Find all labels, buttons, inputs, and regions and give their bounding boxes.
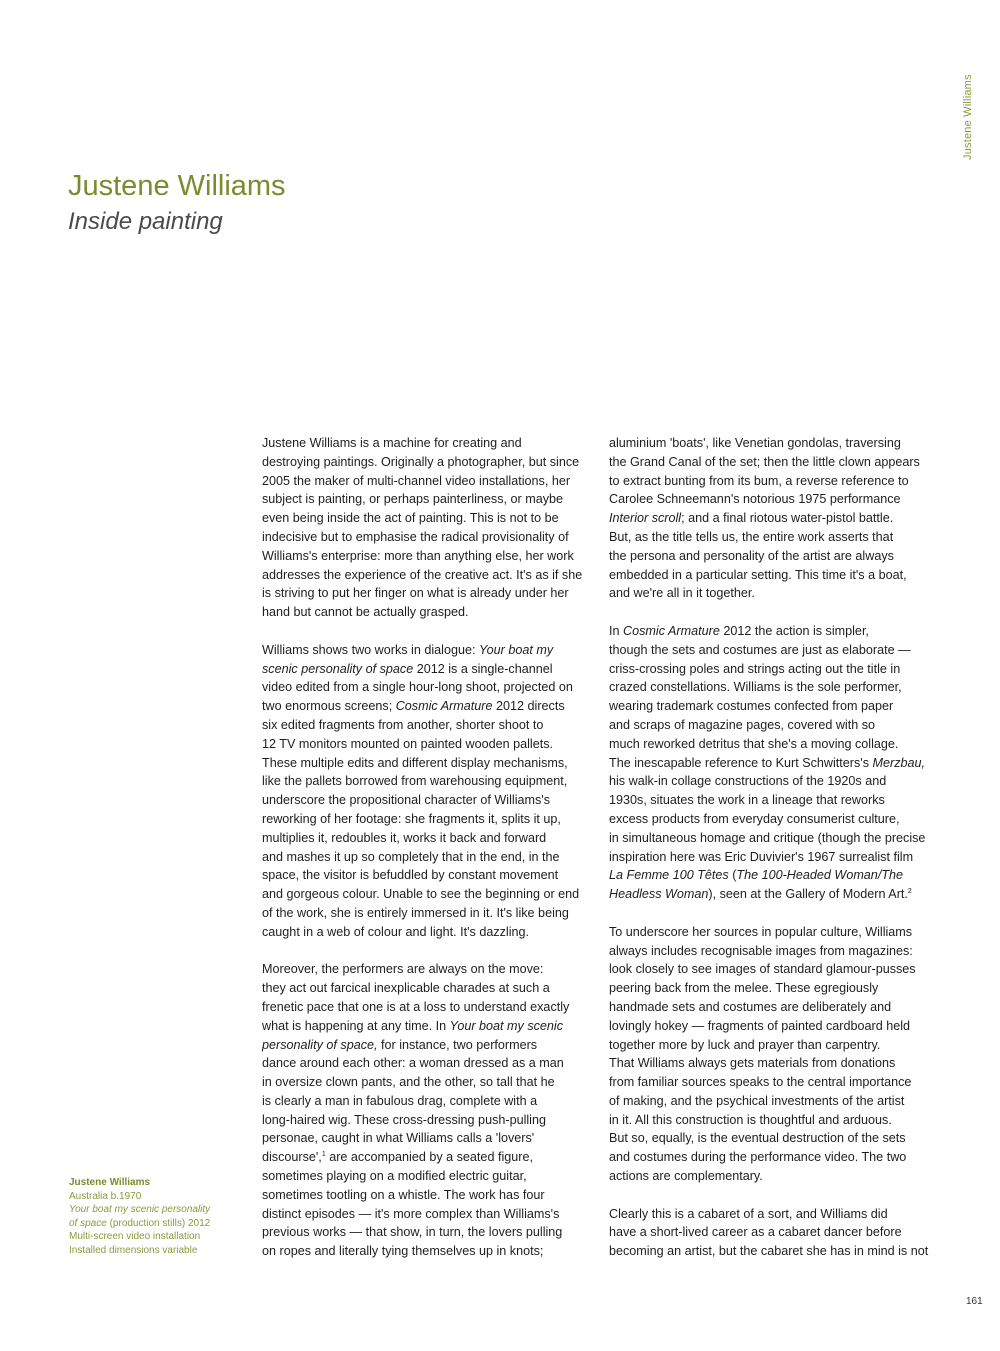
text-line — [609, 1148, 939, 1167]
text-run: previous works — that show, in turn, the lovers pulling — [262, 1225, 563, 1240]
text-run: personae, caught in what Williams calls a 'lovers' — [262, 1131, 535, 1146]
running-head: Justene Williams — [962, 74, 974, 160]
text-run: frenetic pace that one is at a loss to understand exactly — [262, 999, 570, 1014]
text-run: (production stills) 2012 — [106, 1217, 211, 1229]
text-run: excess products from everyday consumerist culture, — [609, 811, 900, 826]
text-run: Merzbau, — [872, 755, 926, 770]
text-run: of space — [69, 1217, 107, 1229]
text-run: 2005 the maker of multi-channel video installations, her — [262, 473, 571, 488]
text-line — [609, 509, 939, 528]
text-run: aluminium 'boats', like Venetian gondolas, traversing — [609, 436, 901, 450]
paragraph — [262, 960, 584, 1261]
text-run: Williams shows two works in dialogue: — [262, 642, 479, 657]
text-run: what is happening at any time. In — [262, 1018, 450, 1033]
text-run: Interior scroll — [609, 511, 682, 526]
text-run: subject is painting, or perhaps painterliness, or maybe — [262, 492, 564, 507]
text-line — [262, 584, 584, 603]
text-run: look closely to see images of standard glamour-pusses — [609, 962, 916, 977]
text-line — [262, 904, 584, 923]
text-line — [262, 829, 584, 848]
text-run: In — [609, 623, 624, 638]
text-run: discourse', — [262, 1150, 322, 1165]
text-line — [609, 1167, 939, 1186]
text-run: Australia b.1970 — [69, 1190, 142, 1202]
text-line — [262, 472, 584, 491]
text-line — [262, 453, 584, 472]
text-run: multiplies it, redoubles it, works it back and forward — [262, 830, 547, 845]
text-line — [609, 979, 939, 998]
text-run: Cosmic Armature — [623, 623, 720, 638]
text-run: La Femme 100 Têtes — [609, 868, 729, 883]
text-run: and scraps of magazine pages, covered with so — [609, 717, 876, 732]
text-line — [609, 547, 939, 566]
text-run: ( — [728, 868, 737, 883]
text-run: Cosmic Armature — [395, 699, 493, 714]
image-caption — [69, 1176, 249, 1258]
caption-line — [69, 1217, 249, 1231]
text-line — [609, 848, 939, 867]
text-run: These multiple edits and different display mechanisms, — [262, 755, 568, 770]
paragraph — [609, 622, 939, 904]
text-line — [262, 1111, 584, 1130]
text-line — [262, 603, 584, 622]
text-run: ), seen at the Gallery of Modern Art. — [708, 887, 908, 902]
text-run: on ropes and literally tying themselves up in knots; — [262, 1244, 544, 1259]
text-run: ; and a final riotous water-pistol battle. — [681, 511, 894, 526]
text-line — [609, 1129, 939, 1148]
text-line — [262, 885, 584, 904]
text-line — [262, 716, 584, 735]
paragraph — [262, 434, 584, 622]
paragraph — [609, 923, 939, 1186]
text-run: inspiration here was Eric Duvivier's 1967 surrealist film — [609, 849, 914, 864]
text-line — [609, 960, 939, 979]
text-line — [609, 660, 939, 679]
text-run: reworking of her footage: she fragments it, splits it up, — [262, 811, 561, 826]
text-line — [609, 490, 939, 509]
page-number: 161 — [966, 1296, 983, 1307]
text-line — [262, 1073, 584, 1092]
text-line — [262, 1129, 584, 1148]
text-run: distinct episodes — it's more complex than Williams's — [262, 1206, 560, 1221]
text-run: dance around each other: a woman dressed as a man — [262, 1056, 564, 1071]
text-run: two enormous screens; — [262, 699, 396, 714]
footnote-ref: 2 — [907, 887, 912, 895]
text-line — [262, 1223, 584, 1242]
text-run: crazed constellations. Williams is the sole performer, — [609, 680, 902, 695]
text-run: his walk-in collage constructions of the 1920s and — [609, 774, 887, 789]
text-run: in it. All this construction is thoughtful and arduous. — [609, 1112, 892, 1127]
text-run: 12 TV monitors mounted on painted wooden pallets. — [262, 736, 554, 751]
text-line — [262, 998, 584, 1017]
text-line — [609, 923, 939, 942]
text-run: caught in a web of colour and light. It's dazzling. — [262, 924, 530, 939]
text-run: destroying paintings. Originally a photographer, but since — [262, 454, 580, 469]
text-run: the persona and personality of the artist are always — [609, 548, 894, 563]
caption-line — [69, 1203, 249, 1217]
text-run: Headless Woman — [609, 887, 709, 902]
text-line — [609, 1017, 939, 1036]
text-run: is clearly a man in fabulous drag, complete with a — [262, 1093, 538, 1108]
paragraph — [609, 434, 939, 603]
text-run: sometimes playing on a modified electric guitar, — [262, 1169, 527, 1184]
text-run: But, as the title tells us, the entire work asserts that — [609, 529, 894, 544]
text-run: even being inside the act of painting. This is not to be — [262, 511, 559, 526]
body-column-right — [609, 434, 939, 1261]
text-run: to extract bunting from its bum, a reverse reference to — [609, 473, 909, 488]
text-line — [609, 434, 939, 453]
text-run: in simultaneous homage and critique (though the precise — [609, 830, 926, 845]
text-run: and costumes during the performance video. The two — [609, 1150, 907, 1165]
text-run: The 100-Headed Woman/The — [736, 868, 904, 883]
text-run: and gorgeous colour. Unable to see the beginning or end — [262, 887, 580, 902]
text-line — [262, 1242, 584, 1261]
text-line — [262, 923, 584, 942]
text-run: much reworked detritus that she's a moving collage. — [609, 736, 899, 751]
text-line — [262, 1092, 584, 1111]
text-run: Your boat my scenic personality — [69, 1204, 211, 1216]
text-run: in oversize clown pants, and the other, so tall that he — [262, 1075, 555, 1090]
text-run: Clearly this is a cabaret of a sort, and Williams did — [609, 1206, 888, 1221]
text-line — [262, 490, 584, 509]
text-line — [609, 866, 939, 885]
text-run: always includes recognisable images from magazines: — [609, 943, 913, 958]
text-line — [609, 998, 939, 1017]
text-line — [609, 678, 939, 697]
text-run: like the pallets borrowed from warehousing equipment, — [262, 774, 568, 789]
text-line — [262, 1036, 584, 1055]
text-line — [609, 810, 939, 829]
text-line — [262, 979, 584, 998]
text-line — [609, 453, 939, 472]
text-run: handmade sets and costumes are deliberately and — [609, 999, 892, 1014]
text-run: 2012 directs — [492, 699, 565, 714]
text-line — [609, 1073, 939, 1092]
text-line — [262, 754, 584, 773]
text-run: The inescapable reference to Kurt Schwitters's — [609, 755, 873, 770]
text-line — [262, 697, 584, 716]
text-run: for instance, two performers — [377, 1037, 538, 1052]
text-run: together more by luck and prayer than carpentry. — [609, 1037, 881, 1052]
text-run: peering back from the melee. These egregiously — [609, 981, 879, 996]
caption-artist-name: Justene Williams — [69, 1177, 151, 1188]
text-run: have a short-lived career as a cabaret dancer before — [609, 1225, 902, 1240]
text-run: of making, and the psychical investments of the artist — [609, 1093, 905, 1108]
text-run: scenic personality of space — [262, 661, 414, 676]
text-line — [609, 528, 939, 547]
text-line — [262, 1186, 584, 1205]
text-run: the Grand Canal of the set; then the little clown appears — [609, 454, 920, 469]
text-line — [262, 434, 584, 453]
text-run: sometimes tootling on a whistle. The work has four — [262, 1187, 545, 1202]
text-run: indecisive but to emphasise the radical provisionality of — [262, 529, 569, 544]
text-line — [609, 1054, 939, 1073]
text-line — [609, 829, 939, 848]
text-run: is striving to put her finger on what is already under her — [262, 586, 569, 601]
text-line — [262, 866, 584, 885]
text-run: six edited fragments from another, shorter shoot to — [262, 717, 544, 732]
article-subtitle: Inside painting — [68, 208, 223, 235]
text-run: embedded in a particular setting. This time it's a boat, — [609, 567, 907, 582]
text-line — [609, 697, 939, 716]
article-title: Justene Williams — [68, 170, 286, 202]
text-run: wearing trademark costumes confected from paper — [609, 699, 894, 714]
text-line — [262, 1148, 584, 1167]
text-line — [262, 641, 584, 660]
text-run: actions are complementary. — [609, 1169, 763, 1184]
text-line — [262, 1017, 584, 1036]
text-run: Your boat my scenic — [449, 1018, 564, 1033]
text-line — [609, 716, 939, 735]
caption-details — [69, 1190, 249, 1258]
text-run: Justene Williams is a machine for creating and — [262, 436, 522, 450]
text-line — [609, 641, 939, 660]
text-line — [262, 791, 584, 810]
text-line — [609, 1092, 939, 1111]
text-line — [262, 1054, 584, 1073]
text-run: addresses the experience of the creative act. It's as if she — [262, 567, 583, 582]
text-run: though the sets and costumes are just as elaborate — — [609, 642, 911, 657]
text-run: and we're all in it together. — [609, 586, 755, 601]
text-line — [609, 1111, 939, 1130]
text-line — [262, 660, 584, 679]
text-run: criss-crossing poles and strings acting out the title in — [609, 661, 901, 676]
text-line — [609, 1223, 939, 1242]
text-run: Carolee Schneemann's notorious 1975 performance — [609, 492, 901, 507]
text-run: But so, equally, is the eventual destruction of the sets — [609, 1131, 906, 1146]
text-line — [609, 566, 939, 585]
text-line — [262, 1167, 584, 1186]
text-run: they act out farcical inexplicable charades at such a — [262, 981, 550, 996]
text-line — [262, 1205, 584, 1224]
text-run: hand but cannot be actually grasped. — [262, 605, 469, 620]
text-line — [609, 584, 939, 603]
text-run: from familiar sources speaks to the central importance — [609, 1075, 912, 1090]
caption-line — [69, 1230, 249, 1244]
text-line — [262, 960, 584, 979]
text-line — [262, 509, 584, 528]
text-run: video edited from a single hour-long shoot, projected on — [262, 680, 573, 695]
text-line — [609, 791, 939, 810]
text-line — [609, 772, 939, 791]
text-line — [609, 1036, 939, 1055]
text-line — [609, 472, 939, 491]
text-line — [609, 1205, 939, 1224]
text-line — [262, 566, 584, 585]
text-line — [262, 848, 584, 867]
paragraph — [262, 641, 584, 942]
text-run: Moreover, the performers are always on the move: — [262, 962, 544, 977]
text-line — [262, 678, 584, 697]
text-line — [609, 754, 939, 773]
text-run: underscore the propositional character of Williams's — [262, 793, 550, 808]
text-run: 2012 the action is simpler, — [719, 623, 869, 638]
text-run: long-haired wig. These cross-dressing push-pulling — [262, 1112, 546, 1127]
text-line — [262, 547, 584, 566]
text-run: becoming an artist, but the cabaret she has in mind is not — [609, 1244, 929, 1259]
text-run: 2012 is a single-channel — [413, 661, 553, 676]
caption-line — [69, 1244, 249, 1258]
text-run: Multi-screen video installation — [69, 1231, 201, 1243]
text-line — [609, 885, 939, 904]
paragraph — [609, 1205, 939, 1261]
body-column-left — [262, 434, 584, 1261]
text-run: Installed dimensions variable — [69, 1244, 198, 1256]
text-run: and mashes it up so completely that in the end, in the — [262, 849, 560, 864]
caption-line — [69, 1190, 249, 1204]
text-run: lovingly hokey — fragments of painted cardboard held — [609, 1018, 911, 1033]
text-run: That Williams always gets materials from donations — [609, 1056, 896, 1071]
text-run: space, the visitor is befuddled by constant movement — [262, 868, 559, 883]
text-line — [262, 810, 584, 829]
footnote-ref: 1 — [321, 1151, 326, 1159]
text-line — [609, 735, 939, 754]
text-line — [609, 942, 939, 961]
text-run: of the work, she is entirely immersed in it. It's like being — [262, 905, 569, 920]
text-run: 1930s, situates the work in a lineage that reworks — [609, 793, 885, 808]
text-line — [262, 735, 584, 754]
text-run: are accompanied by a seated figure, — [325, 1150, 533, 1165]
text-line — [609, 622, 939, 641]
text-line — [609, 1242, 939, 1261]
text-run: To underscore her sources in popular culture, Williams — [609, 924, 913, 939]
text-run: Williams's enterprise: more than anything else, her work — [262, 548, 574, 563]
text-line — [262, 528, 584, 547]
text-run: personality of space, — [262, 1037, 378, 1052]
text-run: Your boat my — [478, 642, 554, 657]
text-line — [262, 772, 584, 791]
